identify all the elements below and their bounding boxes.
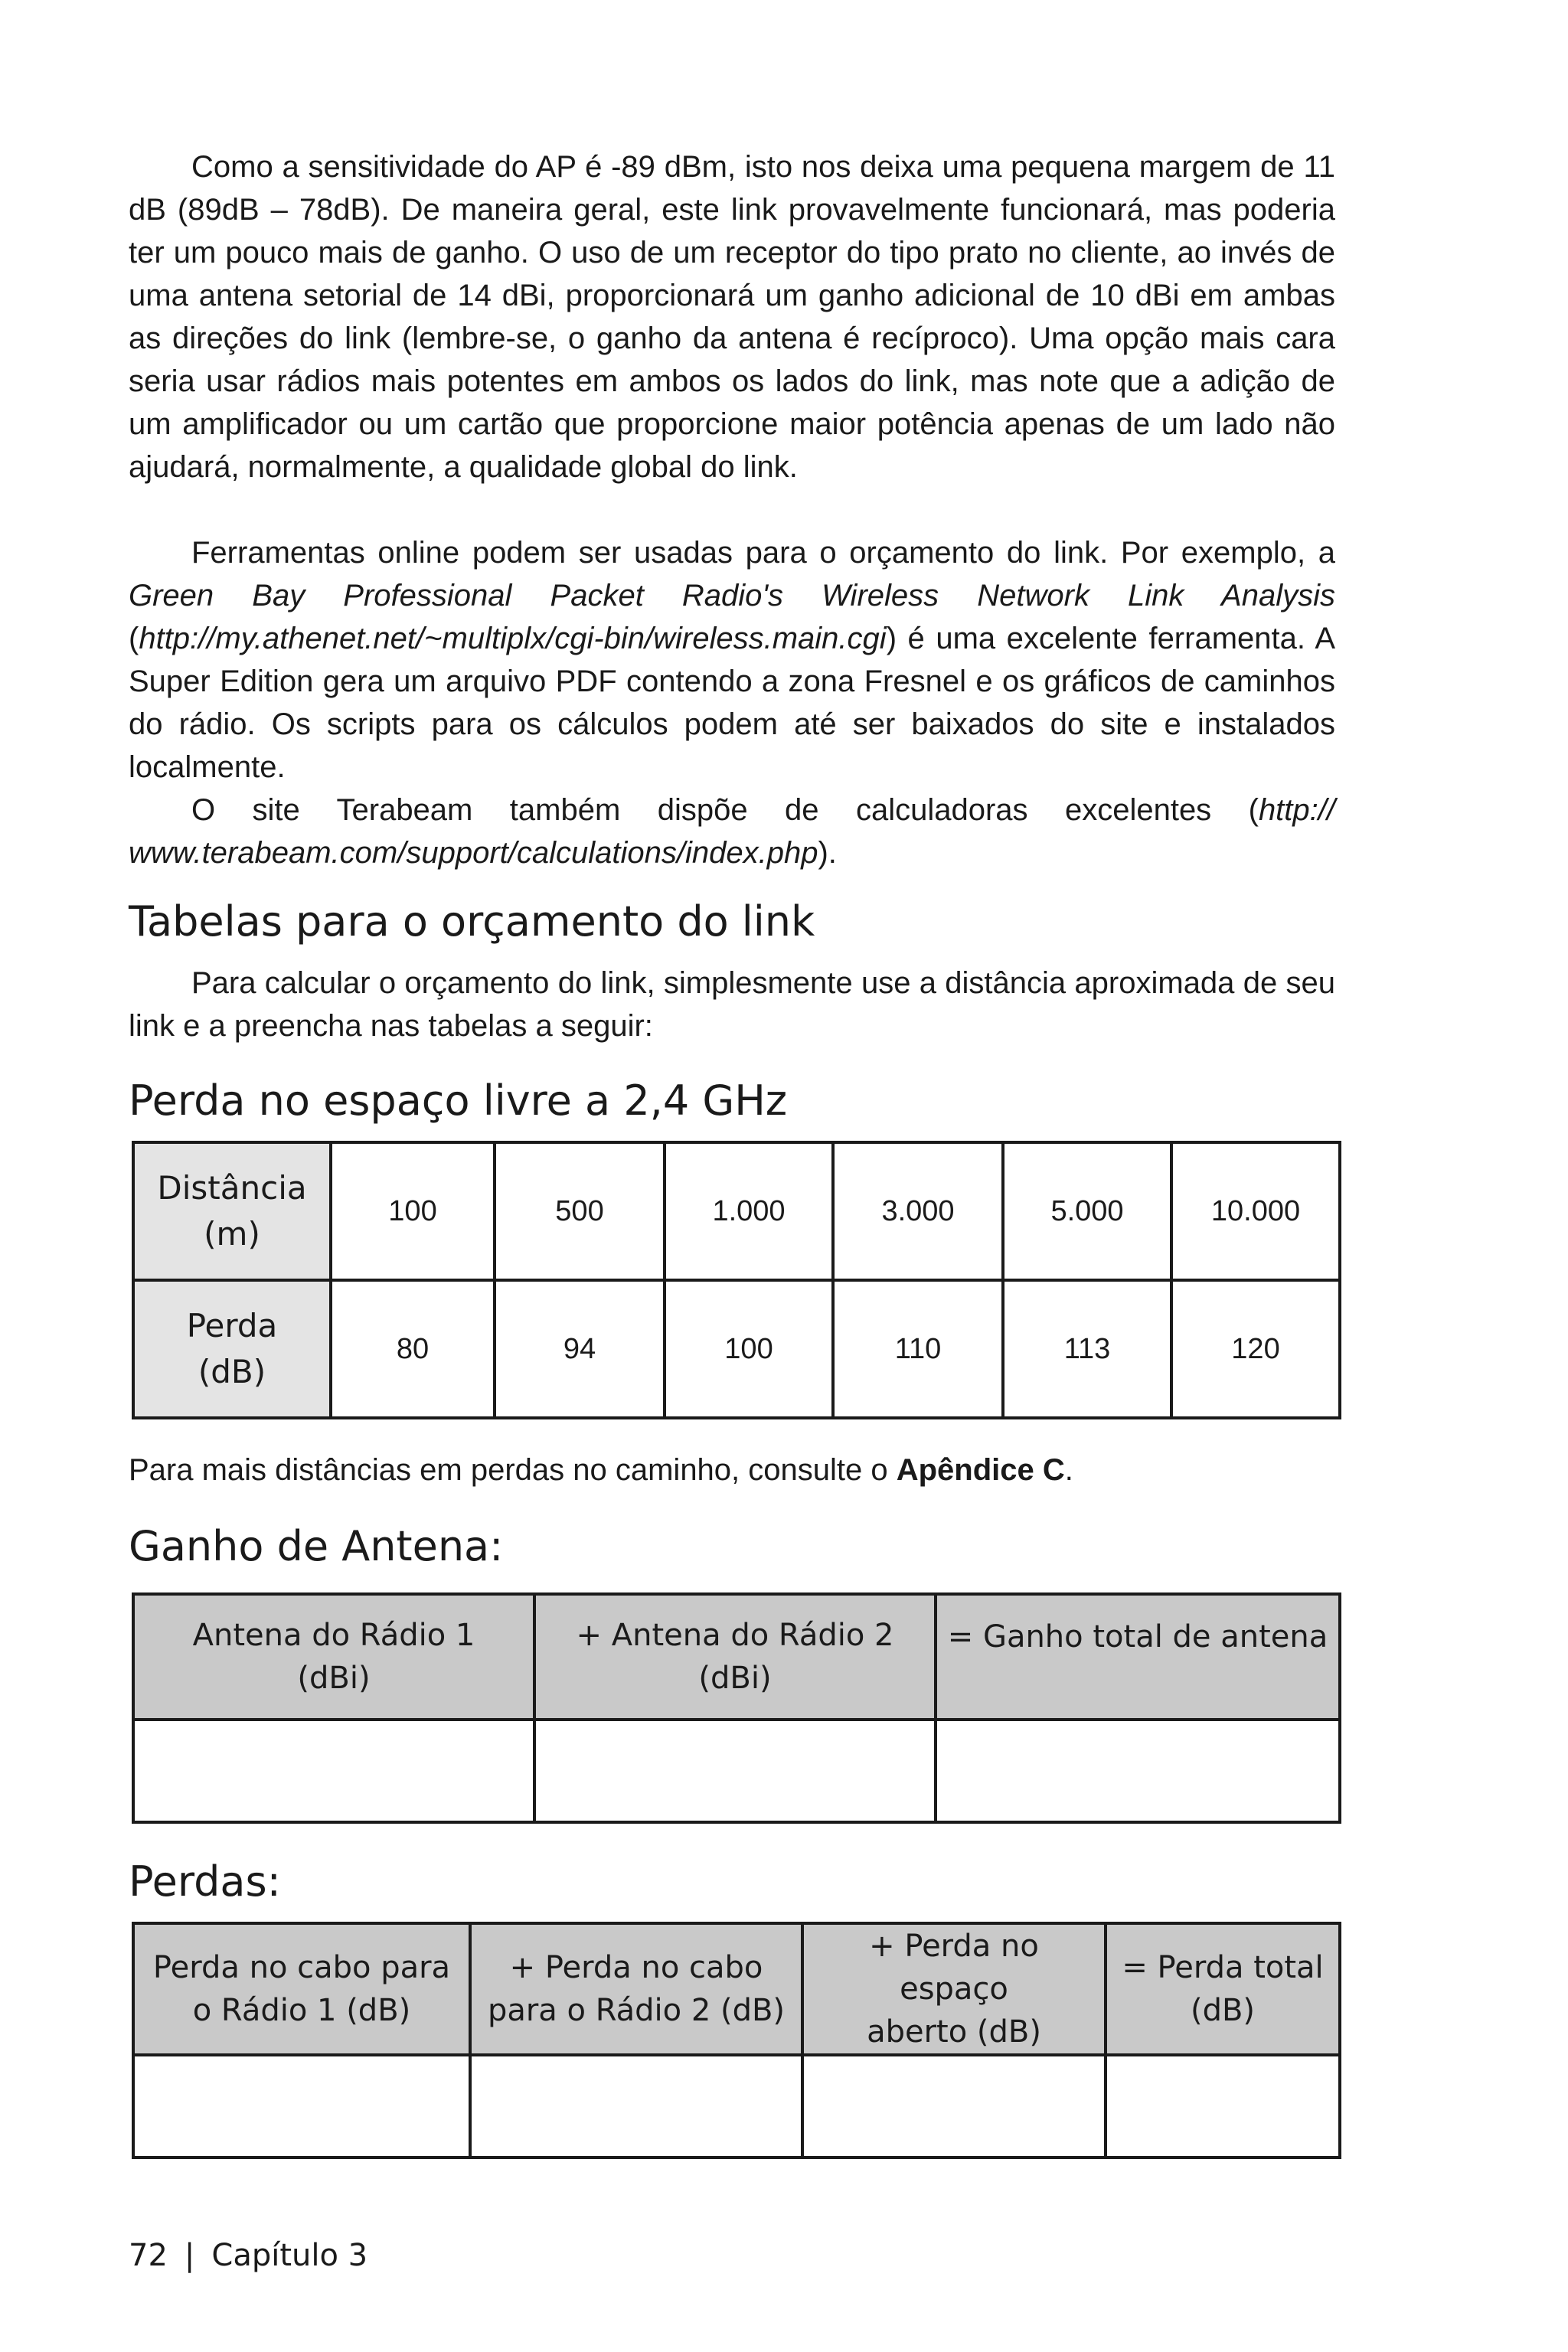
distance-label-cell: Distância (m): [133, 1142, 331, 1280]
tool-name: Green Bay Professional Packet Radio's Wireless Network Link Analysis: [129, 579, 1335, 612]
free-space-loss-header: + Perda no espaço aberto (dB): [802, 1923, 1106, 2055]
loss-cell: 110: [833, 1280, 1003, 1418]
losses-header-row: [133, 1923, 1340, 2055]
distance-cell: 500: [495, 1142, 665, 1280]
antenna-header-row: [133, 1594, 1340, 1720]
paragraph-ap-sensitivity: Como a sensitividade do AP é -89 dBm, isto nos deixa uma pequena margem de 11 dB (89dB – 78dB). De maneira geral, este link provavelmente funcionará, mas poderia ter um pouco mais de ganho. O uso de um receptor do tipo prato no cliente, ao invés de uma antena setorial de 14 dBi, proporcionará um ganho adicional de 10 dBi em ambas as direções do link (lembre-se, o ganho da antena é recíproco). Uma opção mais cara seria usar rádios mais potentes em ambos os lados do link, mas note que a adição de um amplificador ou um cartão que proporcione maior potência apenas de um lado não ajudará, normalmente, a qualidade global do link.: [129, 150, 1335, 484]
paragraph-instructions: Para calcular o orçamento do link, simplesmente use a distância aproximada de seu link e a preencha nas tabelas a seguir:: [129, 966, 1335, 1043]
distance-row: [133, 1142, 1340, 1280]
antenna-entry-row: [133, 1720, 1340, 1822]
free-space-loss-input-cell[interactable]: [802, 2055, 1106, 2158]
loss-cell: 113: [1003, 1280, 1171, 1418]
distance-cell: 10.000: [1171, 1142, 1340, 1280]
paragraph-appendix-note: Para mais distâncias em perdas no caminho, consulte o Apêndice C.: [129, 1453, 1073, 1487]
radio1-antenna-input-cell[interactable]: [133, 1720, 534, 1822]
loss-cell: 120: [1171, 1280, 1340, 1418]
page-footer: [129, 2234, 368, 2277]
heading-antenna-gain: Ganho de Antena:: [129, 1522, 504, 1570]
loss-cell: 94: [495, 1280, 665, 1418]
chapter-label: Capítulo 3: [211, 2238, 368, 2273]
loss-row: [133, 1280, 1340, 1418]
loss-cell: 100: [665, 1280, 833, 1418]
losses-table: [132, 1922, 1341, 2159]
total-antenna-gain-header: = Ganho total de antena: [936, 1594, 1340, 1720]
footer-separator: |: [184, 2238, 195, 2273]
cable-loss-radio2-input-cell[interactable]: [470, 2055, 802, 2158]
free-space-loss-table: [132, 1141, 1341, 1419]
total-loss-input-cell[interactable]: [1106, 2055, 1340, 2158]
loss-label-cell: Perda (dB): [133, 1280, 331, 1418]
heading-free-space-loss: Perda no espaço livre a 2,4 GHz: [129, 1076, 788, 1125]
radio1-antenna-header: Antena do Rádio 1 (dBi): [133, 1594, 534, 1720]
paragraph-terabeam: O site Terabeam também dispõe de calculadoras excelentes (http:// www.terabeam.com/support/calculations/index.php).: [129, 793, 1335, 870]
distance-cell: 5.000: [1003, 1142, 1171, 1280]
cable-loss-radio1-input-cell[interactable]: [133, 2055, 470, 2158]
heading-link-tables: Tabelas para o orçamento do link: [129, 897, 815, 946]
radio2-antenna-input-cell[interactable]: [534, 1720, 936, 1822]
distance-cell: 3.000: [833, 1142, 1003, 1280]
paragraph-online-tools: Ferramentas online podem ser usadas para o orçamento do link. Por exemplo, a Green Bay Professional Packet Radio's Wireless Network Link Analysis (http://my.athenet.net/~multiplx/cgi-bin/wireless.main.cgi) é uma excelente ferramenta. A Super Edition gera um arquivo PDF contendo a zona Fresnel e os gráficos de caminhos do rádio. Os scripts para os cálculos podem até ser baixados do site e instalados localmente.: [129, 536, 1335, 784]
distance-cell: 100: [331, 1142, 495, 1280]
page-number: 72: [129, 2238, 168, 2273]
total-loss-header: = Perda total (dB): [1106, 1923, 1340, 2055]
heading-losses: Perdas:: [129, 1857, 281, 1906]
appendix-reference: Apêndice C: [896, 1453, 1065, 1487]
losses-entry-row: [133, 2055, 1340, 2158]
cable-loss-radio2-header: + Perda no cabo para o Rádio 2 (dB): [470, 1923, 802, 2055]
radio2-antenna-header: + Antena do Rádio 2 (dBi): [534, 1594, 936, 1720]
total-antenna-gain-input-cell[interactable]: [936, 1720, 1340, 1822]
antenna-gain-table: [132, 1592, 1341, 1824]
athenet-url: http://my.athenet.net/~multiplx/cgi-bin/wireless.main.cgi: [139, 622, 887, 655]
cable-loss-radio1-header: Perda no cabo para o Rádio 1 (dB): [133, 1923, 470, 2055]
loss-cell: 80: [331, 1280, 495, 1418]
distance-cell: 1.000: [665, 1142, 833, 1280]
terabeam-url: http:// www.terabeam.com/support/calculations/index.php: [129, 793, 1335, 870]
